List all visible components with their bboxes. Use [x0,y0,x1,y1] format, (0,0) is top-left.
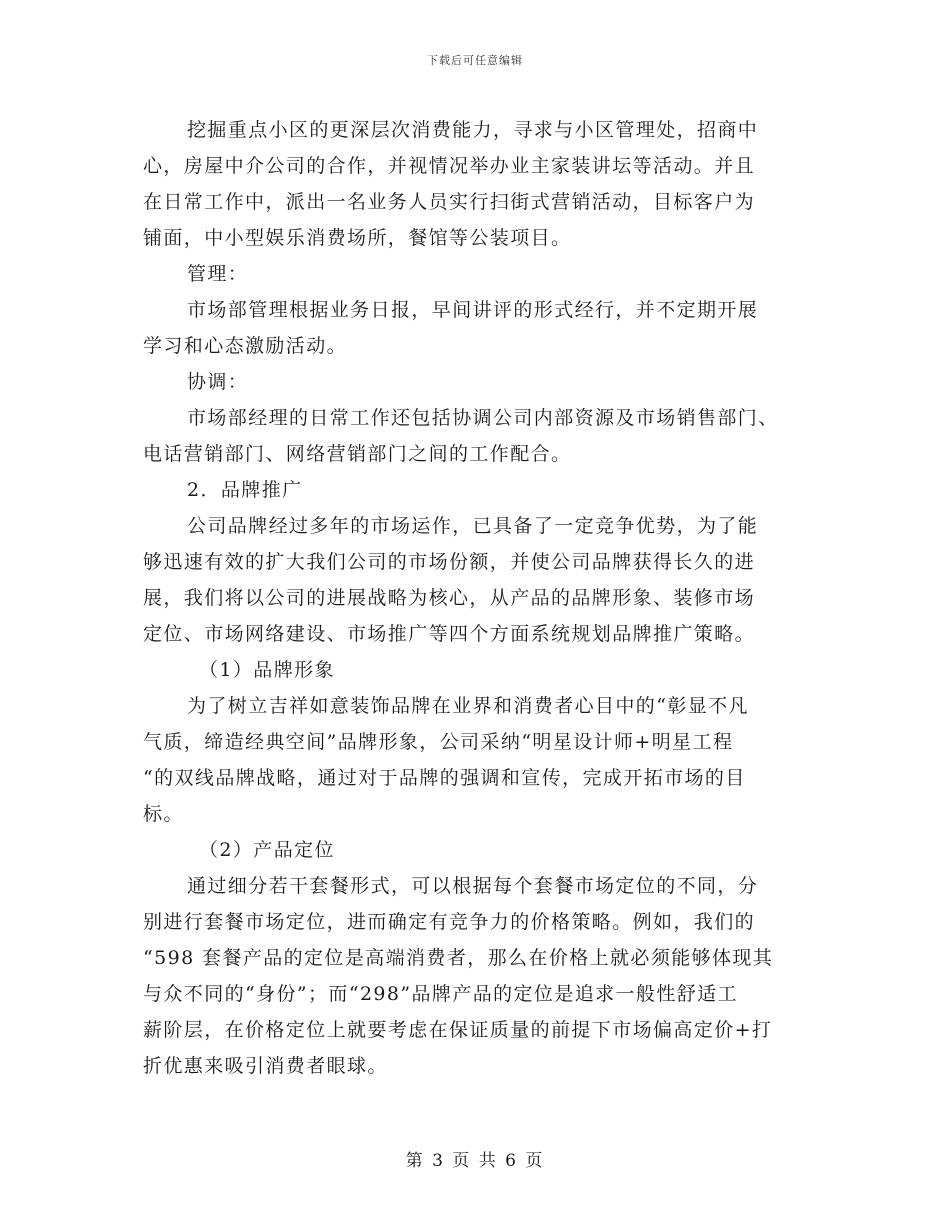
body-line: 为了树立吉祥如意装饰品牌在业界和消费者心目中的“彰显不凡 [187,695,749,717]
section-label-management: 管理： [187,263,249,285]
body-line: 心，房屋中介公司的合作，并视情况举办业主家装讲坛等活动。并且 [143,155,756,177]
body-line: “598 套餐产品的定位是高端消费者，那么在价格上就必须能够体现其 [143,947,774,969]
document-body [143,112,807,1084]
body-line: 在日常工作中，派出一名业务人员实行扫街式营销活动，目标客户为 [143,191,756,213]
body-line: 挖掘重点小区的更深层次消费能力，寻求与小区管理处，招商中 [187,119,759,141]
body-line: 学习和心态激励活动。 [143,335,348,357]
section-heading-brand-promotion: 2．品牌推广 [187,479,303,501]
body-line: 够迅速有效的扩大我们公司的市场份额，并使公司品牌获得长久的进 [143,551,756,573]
body-line: 别进行套餐市场定位，进而确定有竞争力的价格策略。例如，我们的 [143,911,756,933]
page-header: 下载后可任意编辑 [427,54,523,67]
body-line: 薪阶层，在价格定位上就要考虑在保证质量的前提下市场偏高定价+打 [143,1019,773,1041]
body-line: 折优惠来吸引消费者眼球。 [143,1055,388,1077]
body-line: 市场部管理根据业务日报，早间讲评的形式经行，并不定期开展 [187,299,759,321]
body-line: 展，我们将以公司的进展战略为核心，从产品的品牌形象、装修市场 [143,587,756,609]
body-line: 定位、市场网络建设、市场推广等四个方面系统规划品牌推广策略。 [143,623,756,645]
body-line: 公司品牌经过多年的市场运作，已具备了一定竞争优势，为了能 [187,515,759,537]
body-line: 标。 [143,803,184,825]
subsection-heading-brand-image: （1）品牌形象 [199,659,335,681]
body-line: 通过细分若干套餐形式，可以根据每个套餐市场定位的不同，分 [187,875,759,897]
body-line: 气质，缔造经典空间”品牌形象，公司采纳“明星设计师+明星工程 [143,731,734,753]
body-line: 市场部经理的日常工作还包括协调公司内部资源及市场销售部门、 [187,407,779,429]
body-line: “的双线品牌战略，通过对于品牌的强调和宣传，完成开拓市场的目 [143,767,746,789]
body-line: 电话营销部门、网络营销部门之间的工作配合。 [143,443,572,465]
section-label-coordination: 协调： [187,371,249,393]
body-line: 铺面，中小型娱乐消费场所，餐馆等公装项目。 [143,227,572,249]
page-number-footer: 第 3 页 共 6 页 [405,1151,545,1171]
body-line: 与众不同的“身份”；而“298”品牌产品的定位是追求一般性舒适工 [143,983,738,1005]
subsection-heading-product-positioning: （2）产品定位 [199,839,335,861]
